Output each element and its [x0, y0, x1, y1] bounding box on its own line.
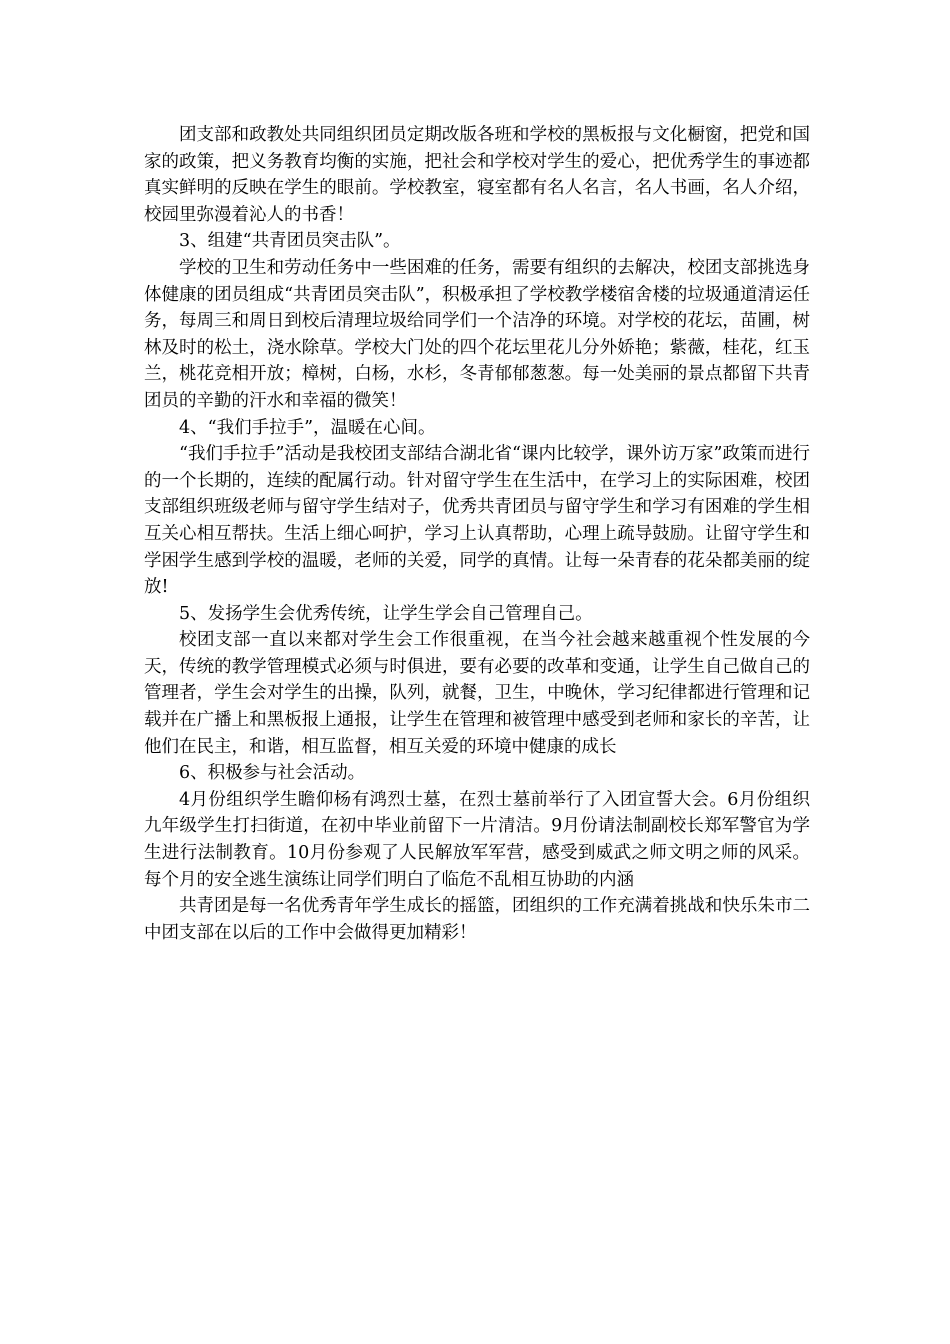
heading-student-union: 5、发扬学生会优秀传统，让学生学会自己管理自己。: [179, 603, 593, 624]
paragraph-blackboard-culture: 团支部和政教处共同组织团员定期改版各班和学校的黑板报与文化橱窗，把党和国家的政策，把义务教育均衡的实施，把社会和学校对学生的爱心，把优秀学生的事迹都真实鲜明的反映在学生的眼前。学校教室，寝室都有名人名言，名人书画，名人介绍，校园里弥漫着沁人的书香！: [144, 125, 810, 225]
paragraph-student-union: 校团支部一直以来都对学生会工作很重视，在当今社会越来越重视个性发展的今天，传统的教学管理模式必须与时俱进，要有必要的改革和变通，让学生自己做自己的管理者，学生会对学生的出操，队列，就餐，卫生，中晚休，学习纪律都进行管理和记载并在广播上和黑板报上通报，让学生在管理和被管理中感受到老师和家长的辛苦，让他们在民主，和谐，相互监督，相互关爱的环境中健康的成长: [144, 630, 810, 757]
heading-social-activities: 6、积极参与社会活动。: [179, 763, 366, 784]
heading-hand-in-hand: 4、“我们手拉手”，温暖在心间。: [179, 417, 436, 438]
paragraph-conclusion: 共青团是每一名优秀青年学生成长的摇篮，团组织的工作充满着挑战和快乐朱市二中团支部在以后的工作中会做得更加精彩！: [144, 896, 810, 943]
document-body: [144, 122, 810, 946]
heading-commando-team: 3、组建“共青团员突击队”。: [179, 231, 401, 252]
paragraph-hand-in-hand: “我们手拉手”活动是我校团支部结合湖北省“课内比较学，课外访万家”政策而进行的一个长期的，连续的配属行动。针对留守学生在生活中，在学习上的实际困难，校团支部组织班级老师与留守学生结对子，优秀共青团员与留守学生和学习有困难的学生相互关心相互帮扶。生活上细心呵护，学习上认真帮助，心理上疏导鼓励。让留守学生和学困学生感到学校的温暖，老师的关爱，同学的真情。让每一朵青春的花朵都美丽的绽放!: [144, 444, 810, 598]
paragraph-social-activities: 4月份组织学生瞻仰杨有鸿烈士墓，在烈士墓前举行了入团宣誓大会。6月份组织九年级学生打扫街道，在初中毕业前留下一片清洁。9月份请法制副校长郑军警官为学生进行法制教育。10月份参观了人民解放军军营，感受到威武之师文明之师的风采。每个月的安全逃生演练让同学们明白了临危不乱相互协助的内涵: [144, 789, 810, 890]
paragraph-commando-team: 学校的卫生和劳动任务中一些困难的任务，需要有组织的去解决，校团支部挑选身体健康的团员组成“共青团员突击队”，积极承担了学校教学楼宿舍楼的垃圾通道清运任务，每周三和周日到校后清理垃圾给同学们一个洁净的环境。对学校的花坛，苗圃，树林及时的松土，浇水除草。学校大门处的四个花坛里花儿分外娇艳；紫薇，桂花，红玉兰，桃花竞相开放；樟树，白杨，水杉，冬青郁郁葱葱。每一处美丽的景点都留下共青团员的辛勤的汗水和幸福的微笑！: [144, 257, 810, 411]
